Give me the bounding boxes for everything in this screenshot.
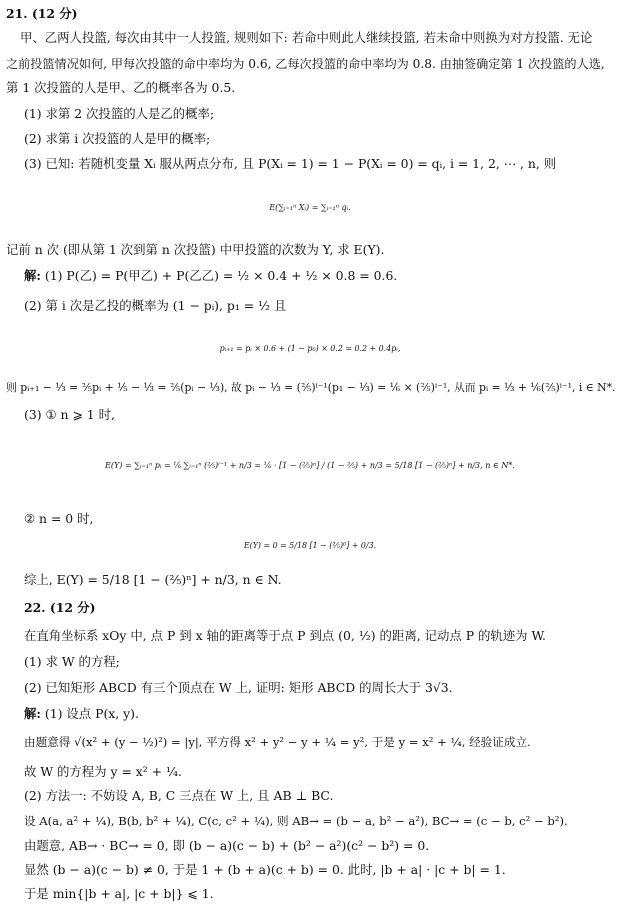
q22-sol1-result: 故 W 的方程为 y = x² + ¼.	[24, 764, 182, 779]
q22-sol2-min: 于是 min{|b + a|, |c + b|} ⩽ 1.	[24, 886, 214, 901]
q21-part2: (2) 求第 i 次投篮的人是甲的概率;	[24, 131, 211, 146]
q22-solution-1	[24, 706, 139, 722]
q22-part1: (1) 求 W 的方程;	[24, 654, 120, 669]
q21-solution-3a: (3) ① n ⩾ 1 时,	[24, 407, 115, 422]
q21-given-formula: E(∑ᵢ₌₁ⁿ Xᵢ) = ∑ᵢ₌₁ⁿ qᵢ.	[269, 203, 351, 212]
q22-part2: (2) 已知矩形 ABCD 有三个顶点在 W 上, 证明: 矩形 ABCD 的周长大于 3√3.	[24, 680, 453, 695]
solution-label: 解:	[24, 706, 41, 721]
q22-header: 22. (12 分)	[24, 600, 96, 615]
q21-expectation-zero-eq: E(Y) = 0 = 5/18 [1 − (⅖)⁰] + 0/3.	[243, 541, 377, 550]
q21-part3: (3) 已知: 若随机变量 Xᵢ 服从两点分布, 且 P(Xᵢ = 1) = 1 − P(Xᵢ = 0) = qᵢ, i = 1, 2, ⋯ , n, 则	[24, 156, 557, 171]
q21-expectation-eq: E(Y) = ∑ᵢ₌₁ⁿ pᵢ = ⅙ ∑ᵢ₌₁ⁿ (⅖)ⁱ⁻¹ + n/3 = ⅙ · [1 − (⅖)ⁿ] / (1 − ⅖) + n/3 = 5/18 [1 − (⅖)ⁿ] + n/3, n ∈ N*.	[105, 461, 515, 470]
solution-label: 解:	[24, 268, 41, 283]
q21-stem-line1: 甲、乙两人投篮, 每次由其中一人投篮, 规则如下: 若命中则此人继续投篮, 若未命中则换为对方投篮. 无论	[20, 30, 593, 45]
q21-recurrence-eq: pᵢ₊₁ = pᵢ × 0.6 + (1 − p₀) × 0.2 = 0.2 + 0.4pᵢ,	[219, 344, 401, 353]
q21-header: 21. (12 分)	[6, 6, 78, 21]
q21-part3-ask: 记前 n 次 (即从第 1 次到第 n 次投篮) 中甲投篮的次数为 Y, 求 E(Y).	[6, 242, 385, 257]
q21-sol1-text: (1) P(乙) = P(甲乙) + P(乙乙) = ½ × 0.4 + ½ × 0.8 = 0.6.	[44, 268, 398, 283]
q22-solution-2: (2) 方法一: 不妨设 A, B, C 三点在 W 上, 且 AB ⊥ BC.	[24, 788, 334, 803]
q22-sol2-points: 设 A(a, a² + ¼), B(b, b² + ¼), C(c, c² + ¼), 则 AB→ = (b − a, b² − a²), BC→ = (c − b, c² − b²).	[24, 814, 568, 828]
q21-solution-1	[24, 268, 397, 284]
q22-sol1-derivation: 由题意得 √(x² + (y − ½)²) = |y|, 平方得 x² + y² − y + ¼ = y², 于是 y = x² + ¼, 经验证成立.	[24, 735, 531, 749]
q21-part1: (1) 求第 2 次投篮的人是乙的概率;	[24, 106, 215, 121]
q22-sol1-text: (1) 设点 P(x, y).	[44, 706, 139, 721]
q21-recurrence-derivation: 则 pᵢ₊₁ − ⅓ = ⅖pᵢ + ⅕ − ⅓ = ⅖(pᵢ − ⅓), 故 pᵢ − ⅓ = (⅖)ⁱ⁻¹(p₁ − ⅓) = ⅙ × (⅖)ⁱ⁻¹, 从而 pᵢ = ⅓ + ⅙(⅖)ⁱ⁻¹, i ∈ N*.	[6, 381, 616, 394]
q22-sol2-dot-product: 由题意, AB→ · BC→ = 0, 即 (b − a)(c − b) + (b² − a²)(c² − b²) = 0.	[24, 838, 430, 853]
q22-sol2-simplify: 显然 (b − a)(c − b) ≠ 0, 于是 1 + (b + a)(c + b) = 0. 此时, |b + a| · |c + b| = 1.	[24, 862, 506, 877]
q21-solution-2: (2) 第 i 次是乙投的概率为 (1 − pᵢ), p₁ = ½ 且	[24, 298, 287, 313]
q21-stem-line2: 之前投篮情况如何, 甲每次投篮的命中率均为 0.6, 乙每次投篮的命中率均为 0.8. 由抽签确定第 1 次投篮的人选,	[6, 57, 605, 71]
q21-solution-3b: ② n = 0 时,	[24, 511, 94, 526]
q21-summary: 综上, E(Y) = 5/18 [1 − (⅖)ⁿ] + n/3, n ∈ N.	[24, 572, 282, 587]
q21-stem-line3: 第 1 次投篮的人是甲、乙的概率各为 0.5.	[6, 80, 236, 95]
q22-stem: 在直角坐标系 xOy 中, 点 P 到 x 轴的距离等于点 P 到点 (0, ½) 的距离, 记动点 P 的轨迹为 W.	[24, 628, 546, 643]
